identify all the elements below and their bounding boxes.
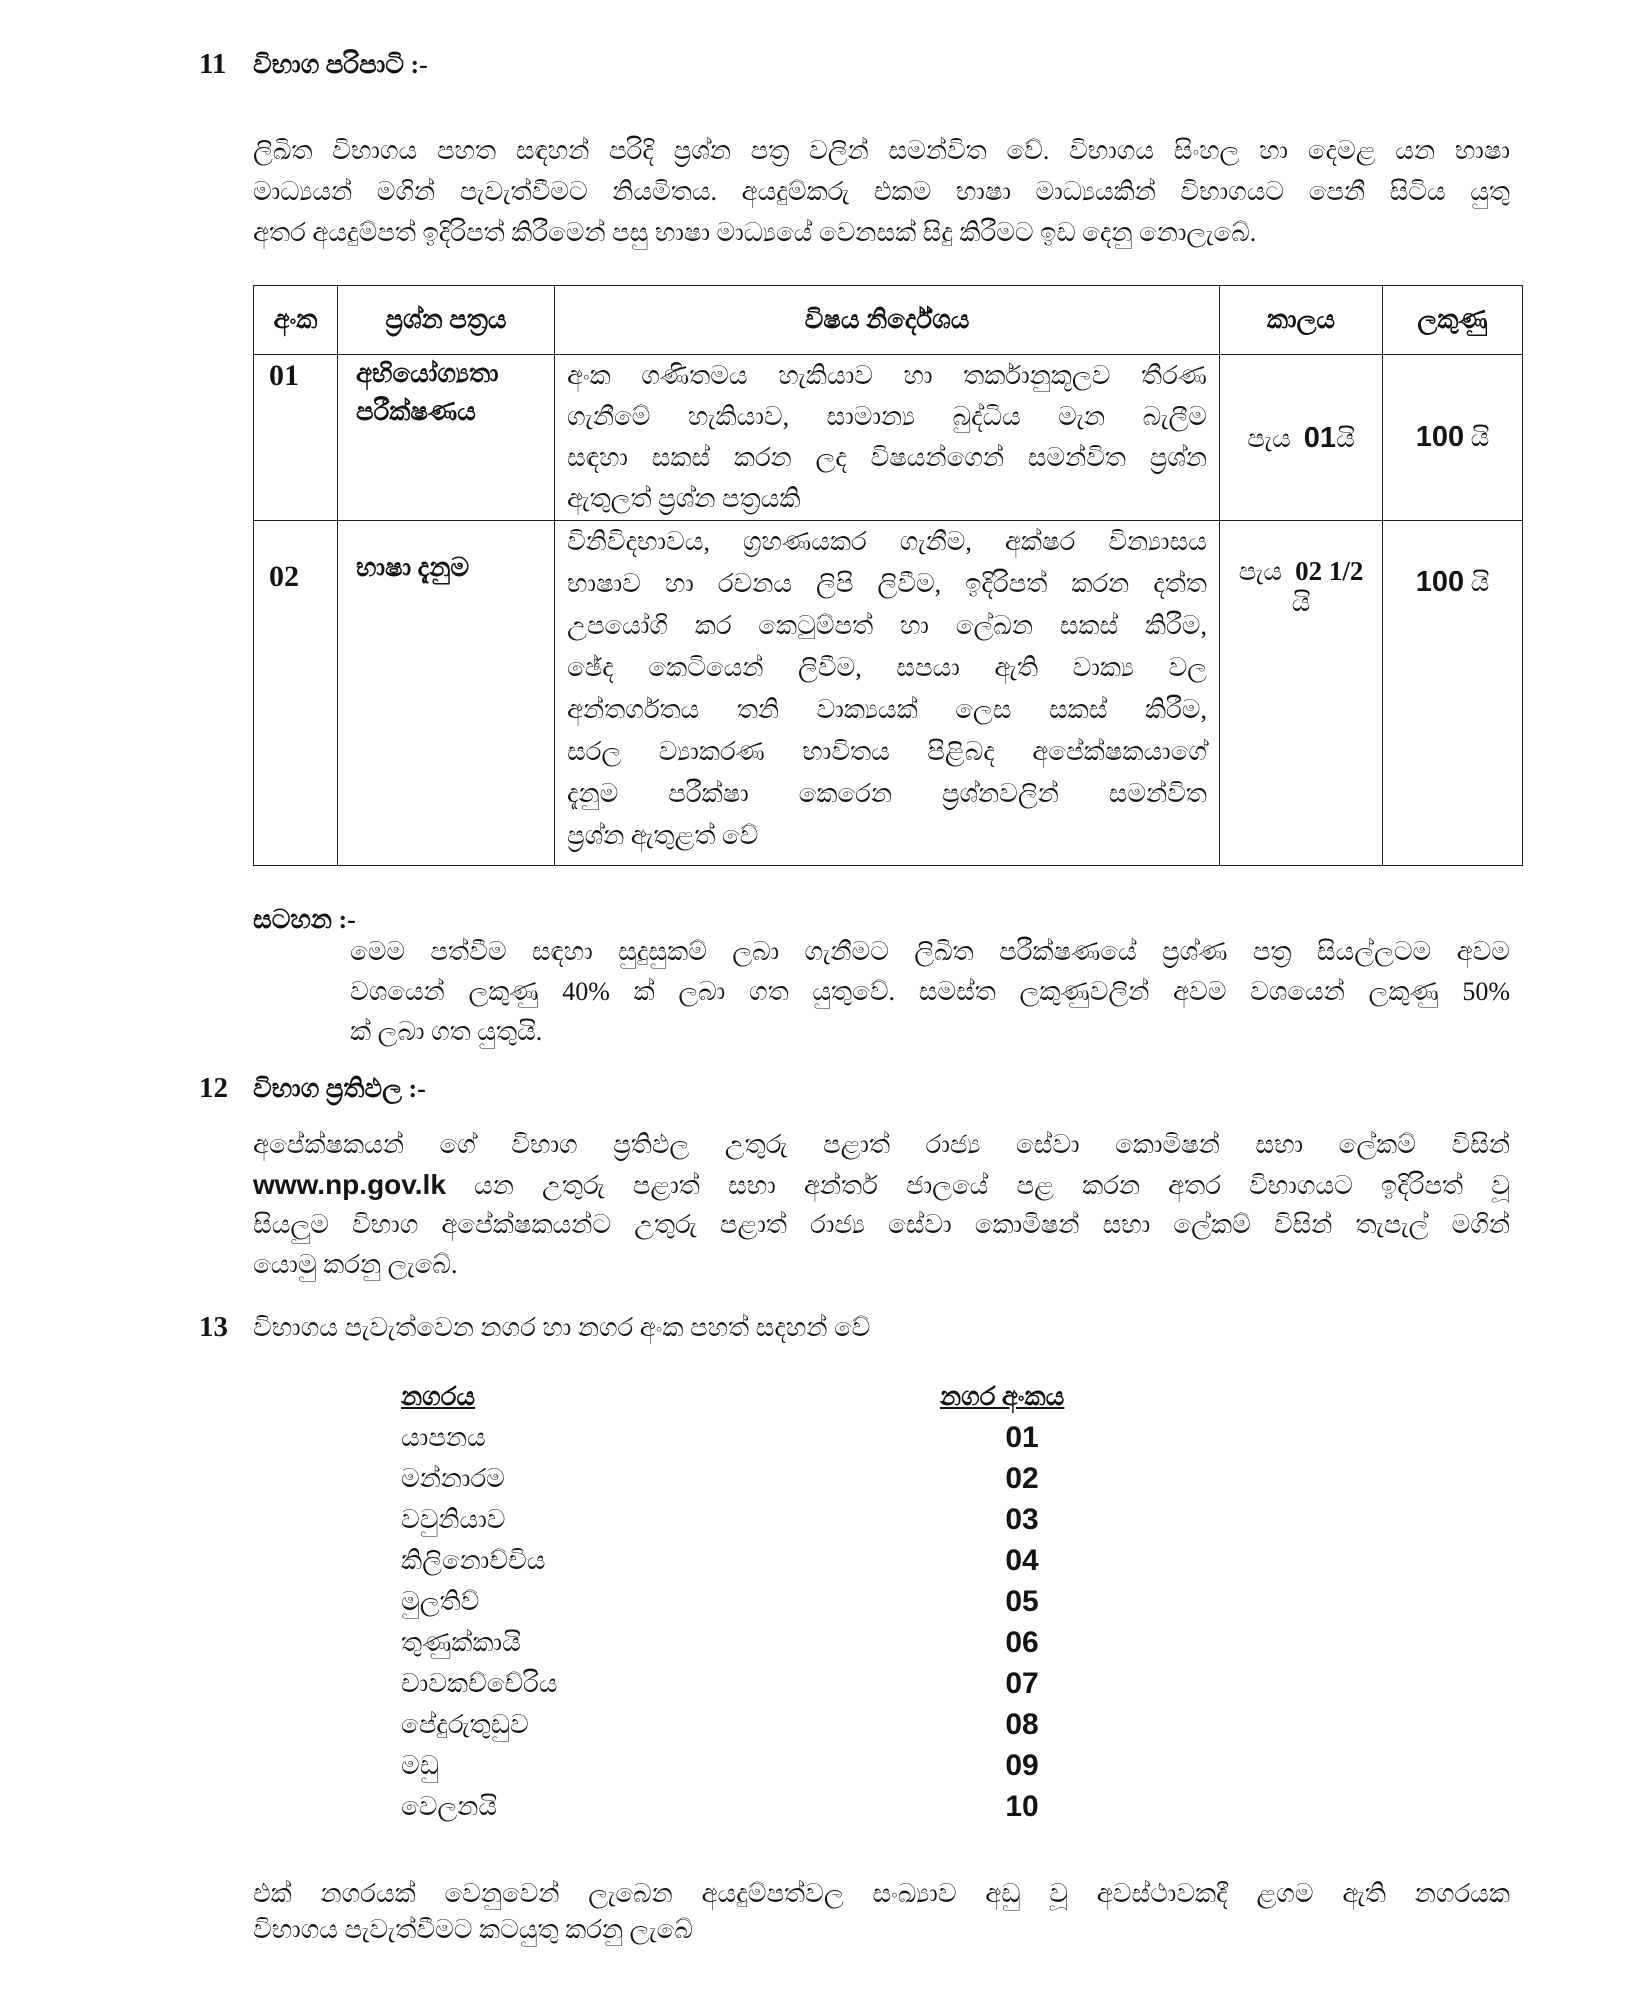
paper-name-line: භාෂා දැනුම <box>356 553 470 582</box>
marks-value <box>1383 417 1522 458</box>
table-header-row <box>254 286 1523 355</box>
section-number: 11 <box>199 48 227 80</box>
section-11-intro-paragraph <box>253 130 1510 253</box>
city-name: කිලිනොච්චිය <box>401 1546 546 1575</box>
number-cell <box>254 521 338 866</box>
city-code: 07 <box>1005 1667 1039 1700</box>
syllabus-line: ඡේද කෙටියෙන් ලිවීම, සපයා ඇති වාක්‍ය වල <box>567 653 1207 682</box>
city-code: 04 <box>1005 1544 1039 1577</box>
city-name: මුලතිව් <box>401 1587 480 1616</box>
city-code: 08 <box>1005 1708 1039 1741</box>
city-name: තුණුක්කායි <box>401 1628 521 1657</box>
marks-cell <box>1383 355 1523 521</box>
city-name: මන්නාරම <box>401 1464 505 1493</box>
section-title: විභාග ප්‍රතිඵල :- <box>253 1074 426 1103</box>
city-name: පේදුරුතුඩුව <box>401 1710 529 1739</box>
list-item <box>401 1704 1121 1745</box>
paragraph-line: ලිඛිත විභාගය පහත සඳහන් පරිදි ප්‍රශ්න පත්‍ර වලින් සමන්විත වේ. විභාගය සිංහල හා දෙමළ යන භාෂා <box>253 136 1510 165</box>
syllabus-line: අන්තර්ගතය තනි වාක්‍යයක් ලෙස සකස් කිරීම, <box>567 695 1207 724</box>
duration-cell <box>1220 521 1383 866</box>
syllabus-line: භාෂාව හා රචනය ලිපි ලිවීම, ඉදිරිපත් කරන දත්ත <box>567 569 1207 598</box>
header-question-paper: ප්‍රශ්න පත්‍රය <box>338 286 555 355</box>
section-13-heading <box>199 1307 1199 1348</box>
duration-unit: පැය <box>1247 423 1291 453</box>
city-code: 01 <box>1005 1421 1039 1454</box>
syllabus-line: සරල ව්‍යාකරණ භාවිතය පිළිබද අපේක්ෂකයාගේ <box>567 737 1207 766</box>
note-label: සටහන :- <box>253 905 356 934</box>
paragraph-line-text: යන උතුරු පළාත් සභා අන්තර් ජාලයේ පළ කරන අතර විභාගයට ඉදිරිපත් වූ <box>474 1171 1510 1200</box>
duration-number: 01 <box>1303 421 1337 454</box>
paper-cell <box>338 521 555 866</box>
syllabus-line: ඇතුලත් ප්‍රශ්න පත්‍රයකි <box>567 484 801 513</box>
syllabus-line: ගැනීමේ හැකියාව, සාමාන්‍ය බුද්ධිය මැන බැලීම <box>567 402 1207 431</box>
syllabus-line: සඳහා සකස් කරන ලද විෂයන්ගෙන් සමන්විත ප්‍රශ්න <box>567 443 1207 472</box>
note-paragraph <box>350 932 1510 1052</box>
paragraph-line: මාධ්‍යයන් මගින් පැවැත්වීමට නියමිතය. අයදුම්කරු එකම භාෂා මාධ්‍යයකින් විභාගයට පෙනී සිටිය යුතු <box>253 177 1510 206</box>
note-line: ක් ලබා ගත යුතුයි. <box>350 1017 543 1046</box>
city-code-column-header: නගර අංකය <box>940 1382 1065 1411</box>
section-12-heading <box>199 1068 799 1109</box>
syllabus-cell <box>555 355 1220 521</box>
city-name: මඩු <box>401 1751 439 1780</box>
header-duration: කාලය <box>1220 286 1383 355</box>
marks-number: 100 <box>1415 421 1465 453</box>
note-line: වශයෙන් ලකුණු 40% ක් ලබා ගත යුතුවේ. සමස්ත ලකුණුවලින් අවම වශයෙන් ලකුණු 50% <box>350 977 1510 1006</box>
duration-suffix-line <box>1220 587 1382 619</box>
city-code: 05 <box>1005 1585 1039 1618</box>
syllabus-line: විනිවිදභාවය, ග්‍රහණයකර ගැනීම, අක්ෂර වින්‍යාසය <box>567 527 1207 556</box>
city-name: චාවකච්චේරිය <box>401 1669 558 1698</box>
syllabus-line: අංක ගණිතමය හැකියාව හා තර්කානුකූලව තීරණ <box>567 361 1207 390</box>
list-item <box>401 1622 1121 1663</box>
marks-suffix: යි <box>1470 568 1490 597</box>
paragraph-line <box>253 1165 1510 1205</box>
section-number: 12 <box>199 1072 228 1104</box>
list-item <box>401 1745 1121 1786</box>
marks-value <box>1383 562 1522 603</box>
marks-number: 100 <box>1415 566 1465 598</box>
paragraph-line: එක් නගරයක් වෙනුවෙන් ලැබෙන අයදුම්පත්වල සංඛ්‍යාව අඩු වූ අවස්ථාවකදී ළගම ඇති නගරයක <box>253 1879 1510 1908</box>
paragraph-line: අතර අයදුම්පත් ඉදිරිපත් කිරීමෙන් පසු භාෂා මාධ්‍යයේ වෙනසක් සිදු කිරීමට ඉඩ දෙනු නොලැබේ. <box>253 218 1257 247</box>
header-marks: ලකුණු <box>1383 286 1523 355</box>
city-name: යාපනය <box>401 1423 486 1452</box>
city-code: 06 <box>1005 1626 1039 1659</box>
city-list <box>401 1417 1121 1827</box>
header-syllabus: විෂය නිර්දේශය <box>555 286 1220 355</box>
paragraph-line: අපේක්ෂකයන් ගේ විභාග ප්‍රතිඵල උතුරු පළාත් රාජ්‍ය සේවා කොමිෂන් සභා ලේකම් විසින් <box>253 1130 1510 1159</box>
list-item <box>401 1786 1121 1827</box>
duration-unit: පැය <box>1238 557 1283 586</box>
table-row <box>254 355 1523 521</box>
duration-number: 02 1/2 <box>1295 556 1364 586</box>
duration-suffix: යි <box>1336 423 1355 453</box>
duration-value <box>1220 422 1382 454</box>
duration-cell <box>1220 355 1383 521</box>
city-code: 10 <box>1005 1790 1039 1823</box>
city-code: 02 <box>1005 1462 1039 1495</box>
section-title: විභාග පරිපාටි :- <box>253 50 428 79</box>
paragraph-line: විභාගය පැවැත්වීමට කටයුතු කරනු ලැබේ <box>253 1915 693 1944</box>
duration-value <box>1220 555 1382 587</box>
number-cell <box>254 355 338 521</box>
paragraph-line: යොමු කරනු ලැබේ. <box>253 1250 458 1279</box>
section-12-paragraph <box>253 1125 1510 1285</box>
marks-cell <box>1383 521 1523 866</box>
header-number: අංක <box>254 286 338 355</box>
section-11-heading <box>199 44 799 85</box>
list-item <box>401 1458 1121 1499</box>
section-number: 13 <box>199 1311 228 1343</box>
syllabus-line: උපයෝගි කර කෙටුම්පත් හා ලේඛන සකස් කිරීම, <box>567 611 1207 640</box>
marks-suffix: යි <box>1470 423 1490 452</box>
syllabus-line: දැනුම පරීක්ෂා කෙරෙන ප්‍රශ්නවලින් සමන්විත <box>567 779 1207 808</box>
duration-suffix: යි <box>1291 588 1311 617</box>
city-name: වෙලනයි <box>401 1792 498 1821</box>
city-code: 09 <box>1005 1749 1039 1782</box>
list-item <box>401 1499 1121 1540</box>
paper-number: 01 <box>269 359 299 392</box>
website-url: www.np.gov.lk <box>253 1169 446 1200</box>
list-item <box>401 1417 1121 1458</box>
city-column-header: නගරය <box>401 1382 476 1411</box>
list-item <box>401 1540 1121 1581</box>
city-name: වවුනියාව <box>401 1505 506 1534</box>
syllabus-cell <box>555 521 1220 866</box>
paper-name-line: පරීක්ෂණය <box>356 397 476 426</box>
exam-structure-table <box>253 285 1523 866</box>
paragraph-line: සියලුම විභාග අපේක්ෂකයන්ට උතුරු පළාත් රාජ්‍ය සේවා කොමිෂන් සභා ලේකම් විසින් තැපැල් මගින් <box>253 1210 1510 1239</box>
paper-cell <box>338 355 555 521</box>
city-code: 03 <box>1005 1503 1039 1536</box>
table-row <box>254 521 1523 866</box>
paper-number: 02 <box>269 560 299 593</box>
closing-paragraph <box>253 1876 1510 1948</box>
paper-name-line: අභියෝග්‍යතා <box>356 359 499 388</box>
note-line: මෙම පත්වීම සඳහා සුදුසුකම් ලබා ගැනීමට ලිඛිත පරීක්ෂණයේ ප්‍රශ්ණ පත්‍ර සියල්ලටම අවම <box>350 937 1510 966</box>
section-title: විභාගය පැවැත්වෙන නගර හා නගර අංක පහත් සදහන් වේ <box>253 1313 871 1342</box>
list-item <box>401 1663 1121 1704</box>
list-item <box>401 1581 1121 1622</box>
syllabus-line: ප්‍රශ්න ඇතුළත් වේ <box>567 821 759 850</box>
